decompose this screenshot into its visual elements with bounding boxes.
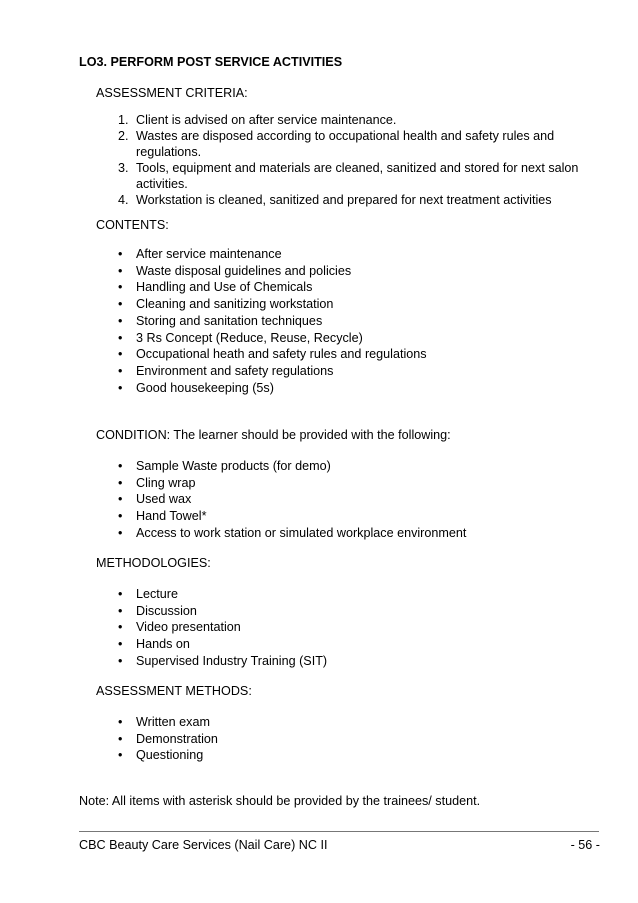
list-item: • 3 Rs Concept (Reduce, Reuse, Recycle) xyxy=(118,330,363,345)
list-item: • Lecture xyxy=(118,587,179,601)
list-item: • Waste disposal guidelines and policies xyxy=(118,263,352,278)
list-item: 4. Workstation is cleaned, sanitized and prepared for next treatment activities xyxy=(118,193,552,207)
footer-divider xyxy=(79,831,599,832)
contents-list xyxy=(118,246,427,396)
list-item: • Hand Towel* xyxy=(118,509,207,524)
list-item: • Storing and sanitation techniques xyxy=(118,313,323,328)
section-heading: LO3. PERFORM POST SERVICE ACTIVITIES xyxy=(79,55,343,69)
list-item: • Questioning xyxy=(118,748,204,763)
assessment-criteria-list xyxy=(118,112,588,208)
assessment-methods-label: ASSESSMENT METHODS: xyxy=(96,684,252,698)
footer-title: CBC Beauty Care Services (Nail Care) NC II xyxy=(79,838,328,852)
assessment-methods-list xyxy=(118,714,218,764)
list-item: • Good housekeeping (5s) xyxy=(118,380,274,395)
list-item: 1. Client is advised on after service maintenance. xyxy=(118,113,397,127)
list-item: • Cling wrap xyxy=(118,475,196,490)
list-item: • Written exam xyxy=(118,715,210,729)
list-item: 2. Wastes are disposed according to occupational health and safety rules and regulations. xyxy=(118,129,555,159)
list-item: • Handling and Use of Chemicals xyxy=(118,280,313,295)
list-item: • After service maintenance xyxy=(118,247,282,261)
list-item: • Supervised Industry Training (SIT) xyxy=(118,653,328,668)
list-item: • Occupational heath and safety rules and regulations xyxy=(118,347,427,362)
list-item: • Access to work station or simulated workplace environment xyxy=(118,525,467,540)
page-number: - 56 - xyxy=(570,838,600,852)
methodologies-list xyxy=(118,586,327,670)
assessment-criteria-label: ASSESSMENT CRITERIA: xyxy=(96,86,248,100)
list-item: • Environment and safety regulations xyxy=(118,363,334,378)
list-item: • Sample Waste products (for demo) xyxy=(118,459,331,473)
list-item: • Video presentation xyxy=(118,620,241,635)
methodologies-label: METHODOLOGIES: xyxy=(96,556,211,570)
condition-label: CONDITION: The learner should be provided with the following: xyxy=(96,428,451,442)
note-text: Note: All items with asterisk should be provided by the trainees/ student. xyxy=(79,794,481,808)
condition-list xyxy=(118,458,466,542)
list-item: • Cleaning and sanitizing workstation xyxy=(118,297,334,312)
list-item: • Hands on xyxy=(118,637,190,652)
list-item: • Discussion xyxy=(118,603,197,618)
contents-label: CONTENTS: xyxy=(96,218,169,232)
list-item: 3. Tools, equipment and materials are cleaned, sanitized and stored for next salon activities. xyxy=(118,161,579,191)
list-item: • Used wax xyxy=(118,492,192,507)
list-item: • Demonstration xyxy=(118,731,218,746)
